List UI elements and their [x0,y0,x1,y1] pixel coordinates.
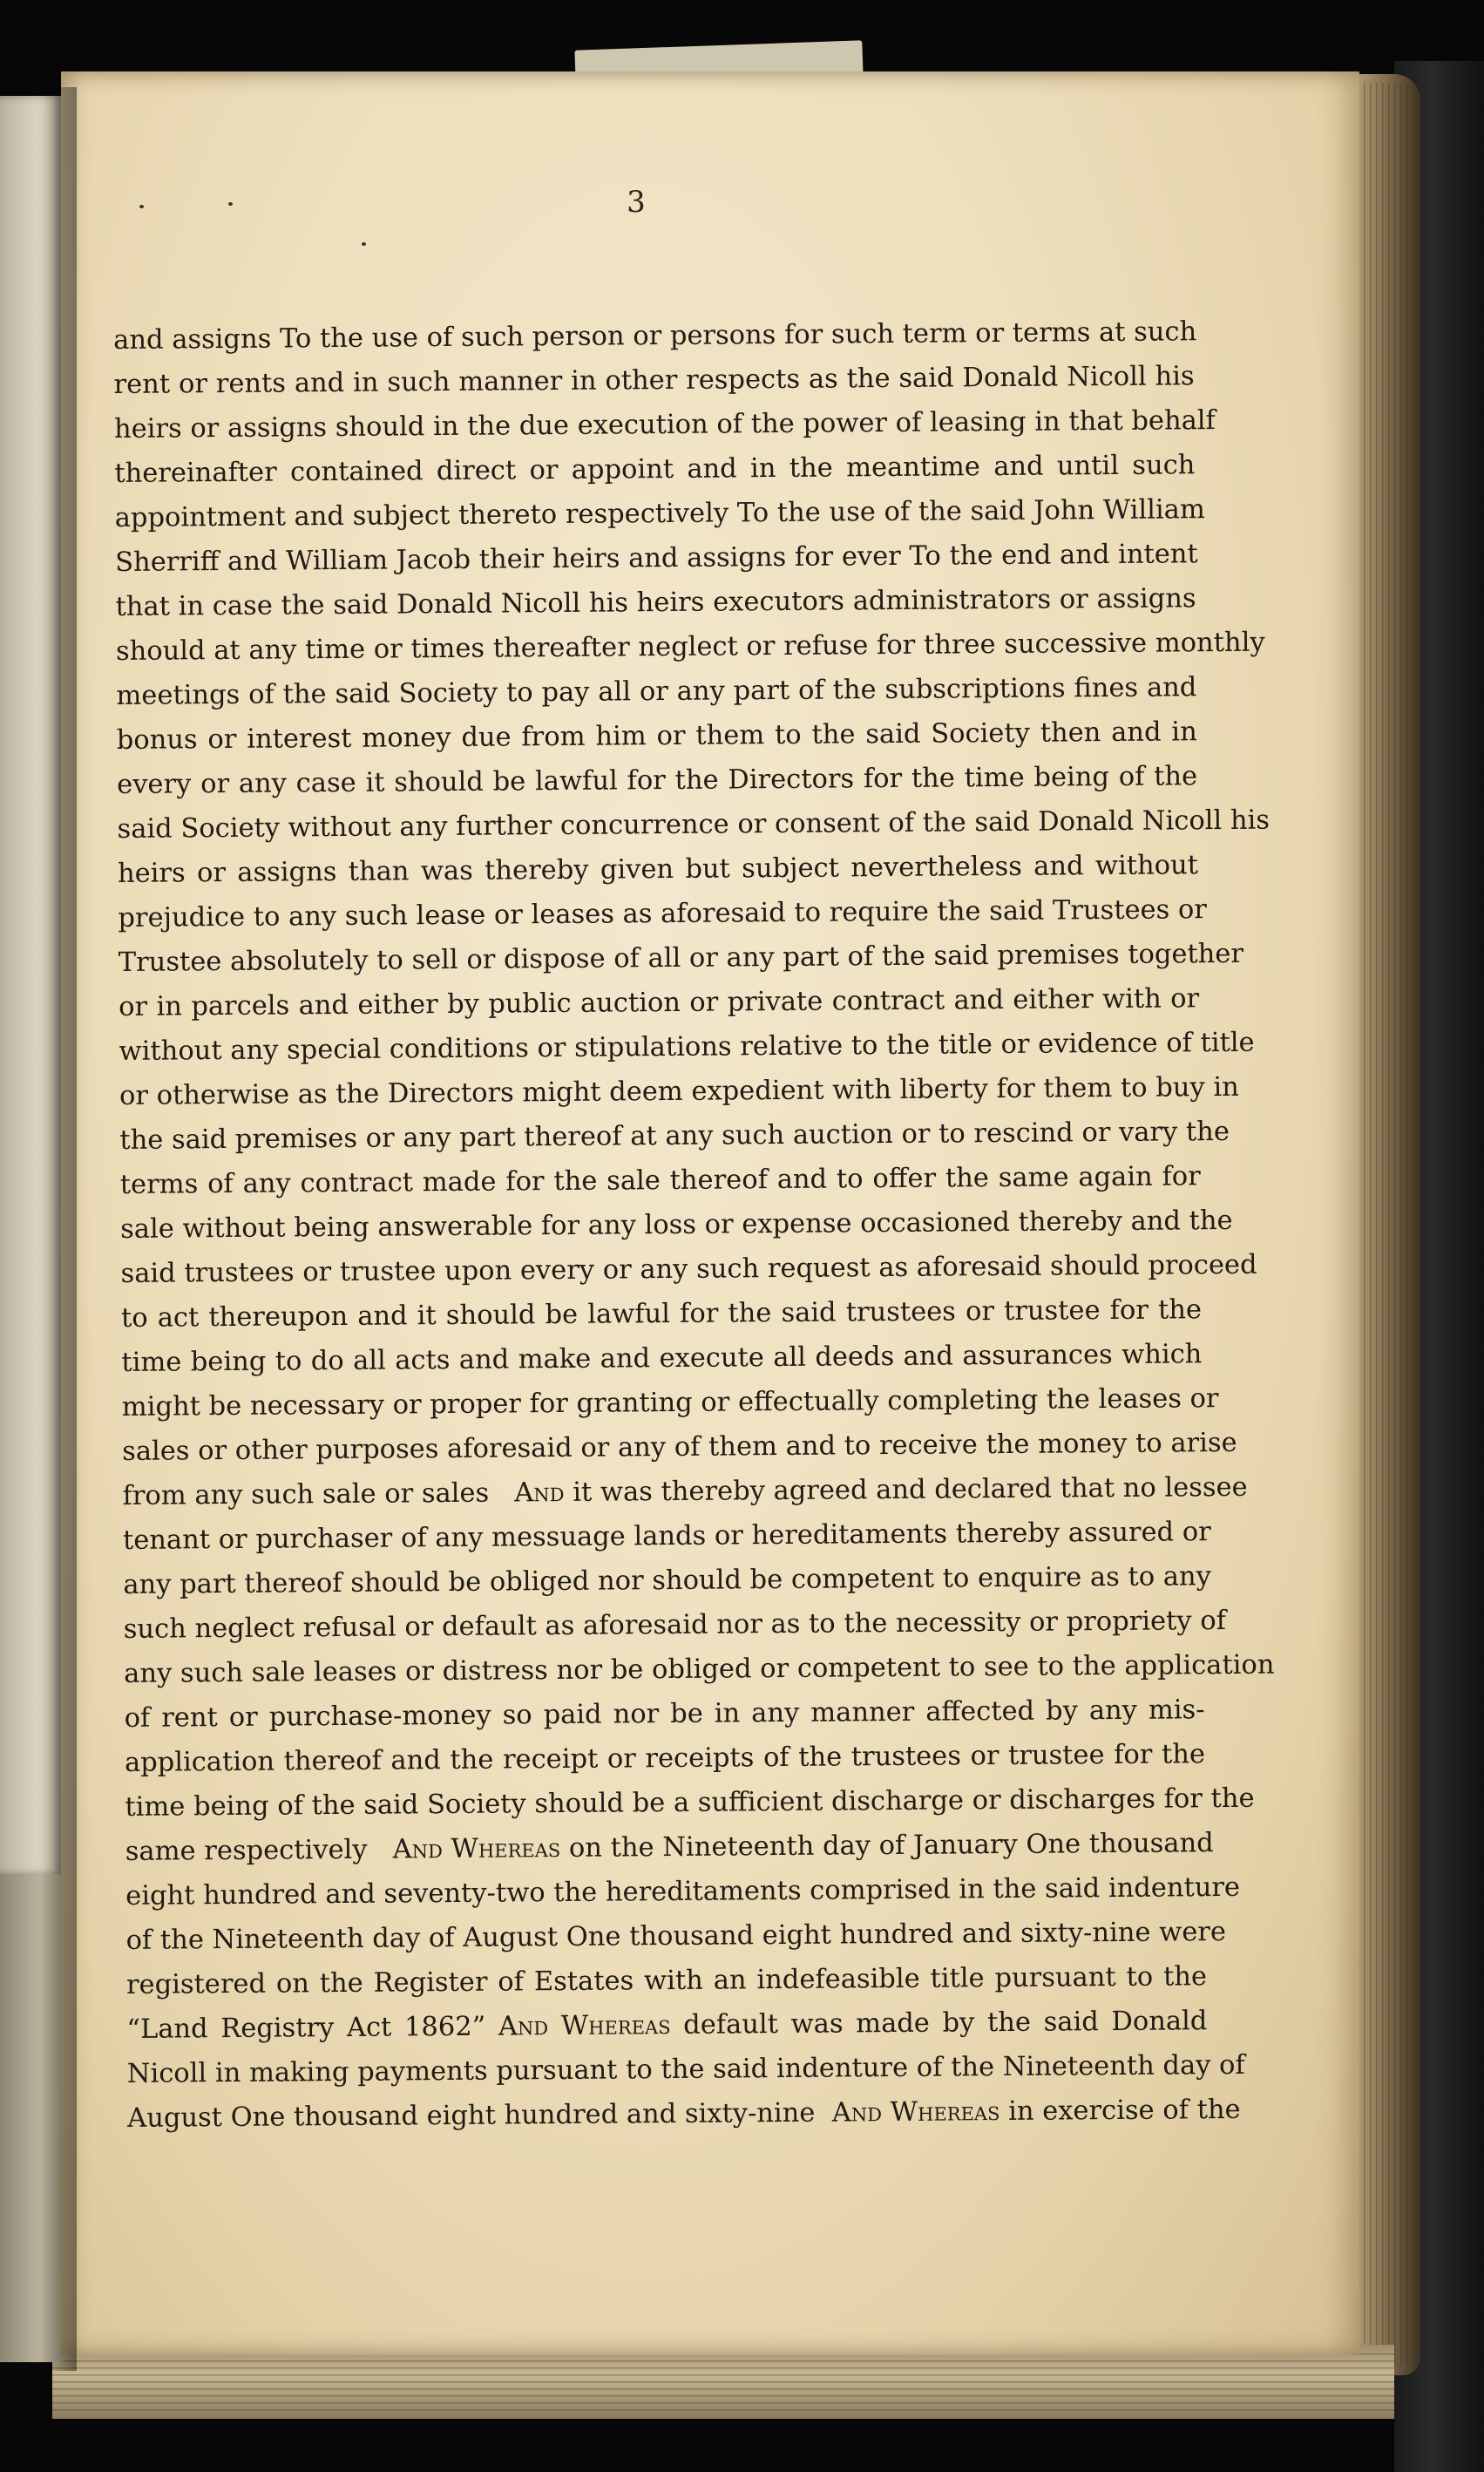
text-run: August One thousand eight hundred and sixty-nine [127,2097,816,2134]
text-line: time being of the said Society should be a sufficient discharge or discharges for the [125,1783,1255,1823]
text-line: eight hundred and seventy-two the hereditaments comprised in the said indenture [125,1871,1241,1912]
text-line: to act thereupon and it should be lawful for the said trustees or trustee for the [120,1294,1203,1334]
ink-speck [362,242,366,246]
text-line: without any special conditions or stipulations relative to the title or evidence of title [119,1027,1255,1067]
text-line: prejudice to any such lease or leases as aforesaid to require the said Trustees or [118,894,1208,934]
text-line: should at any time or times thereafter neglect or refuse for three successive monthly [115,627,1265,667]
small-caps-run: And [514,1477,565,1509]
small-caps-run: And Whereas [498,2010,671,2042]
text-line: of the Nineteenth day of August One thousand eight hundred and sixty-nine were [125,1917,1227,1956]
text-line: meetings of the said Society to pay all or any part of the subscriptions fines and [116,672,1197,711]
text-line: any such sale leases or distress nor be obliged or competent to see to the application [124,1649,1275,1689]
text-line: heirs or assigns than was thereby given but subject nevertheless and without [117,850,1199,889]
text-line: registered on the Register of Estates with an indefeasible title pursuant to the [125,1961,1208,2000]
text-line: application thereof and the receipt or receipts of the trustees or trustee for the [124,1739,1206,1778]
text-line: such neglect refusal or default as aforesaid nor as to the necessity or propriety of [123,1606,1227,1645]
text-line: heirs or assigns should in the due execution of the power of leasing in that behalf [113,405,1216,445]
bottom-edge-texture [52,2353,1394,2414]
text-line: that in case the said Donald Nicoll his heirs executors administrators or assigns [115,583,1196,622]
text-run: on the Nineteenth day of January One thousand [568,1828,1214,1864]
text-line: and assigns To the use of such person or persons for such term or terms at such [113,316,1197,356]
text-line: tenant or purchaser of any messuage lands or hereditaments thereby assured or [122,1517,1211,1556]
text-line: rent or rents and in such manner in other respects as the said Donald Nicoll his [113,361,1195,400]
gutter-shadow [42,87,77,2371]
small-caps-run: And Whereas [392,1833,561,1865]
text-run: in exercise of the [1007,2094,1241,2127]
text-line: of rent or purchase-money so paid nor be in any manner affected by any mis- [124,1694,1205,1734]
text-line: every or any case it should be lawful for the Directors for the time being of the [117,761,1198,800]
text-line: bonus or interest money due from him or them to the said Society then and in [116,716,1197,756]
ink-speck [139,205,144,208]
text-line: any part thereof should be obliged nor should be competent to enquire as to any [123,1561,1211,1600]
text-run: from any such sale or sales [122,1477,490,1511]
text-run: it was thereby agreed and declared that no lessee [573,1471,1248,1508]
text-line: sales or other purposes aforesaid or any of them and to receive the money to arise [122,1427,1237,1467]
page-number: 3 [627,185,646,220]
text-line: thereinafter contained direct or appoint and in the meantime and until such [114,450,1196,489]
text-line: time being to do all acts and make and execute all deeds and assurances which [121,1339,1203,1378]
text-run: same respectively [125,1834,368,1867]
text-line: Nicoll in making payments pursuant to the said indenture of the Nineteenth day of [126,2049,1245,2089]
body-text [113,309,1275,2141]
text-line: terms of any contract made for the sale thereof and to offer the same again for [119,1161,1201,1200]
text-line: Trustee absolutely to sell or dispose of all or any part of the said premises together [118,938,1244,978]
text-line: appointment and subject thereto respectively To the use of the said John William [114,494,1205,533]
text-run: “Land Registry Act 1862” [126,2011,486,2045]
text-line: said trustees or trustee upon every or any such request as aforesaid should proceed [120,1249,1257,1289]
text-line: sale without being answerable for any loss or expense occasioned thereby and the [120,1205,1233,1245]
text-line: Sherriff and William Jacob their heirs and assigns for ever To the end and intent [115,539,1198,578]
small-caps-run: And Whereas [831,2096,1000,2129]
text-line: or in parcels and either by public auction or private contract and either with or [119,983,1200,1022]
text-line: might be necessary or proper for granting or effectually completing the leases or [121,1383,1219,1423]
text-line-mixed [127,2088,1241,2141]
text-line: or otherwise as the Directors might deem expedient with liberty for them to buy in [119,1071,1239,1111]
text-line: the said premises or any part thereof at any such auction or to rescind or vary the [119,1116,1230,1156]
text-run: default was made by the said Donald [683,2006,1208,2041]
ink-speck [228,202,233,206]
text-line: said Society without any further concurrence or consent of the said Donald Nicoll his [117,805,1271,845]
